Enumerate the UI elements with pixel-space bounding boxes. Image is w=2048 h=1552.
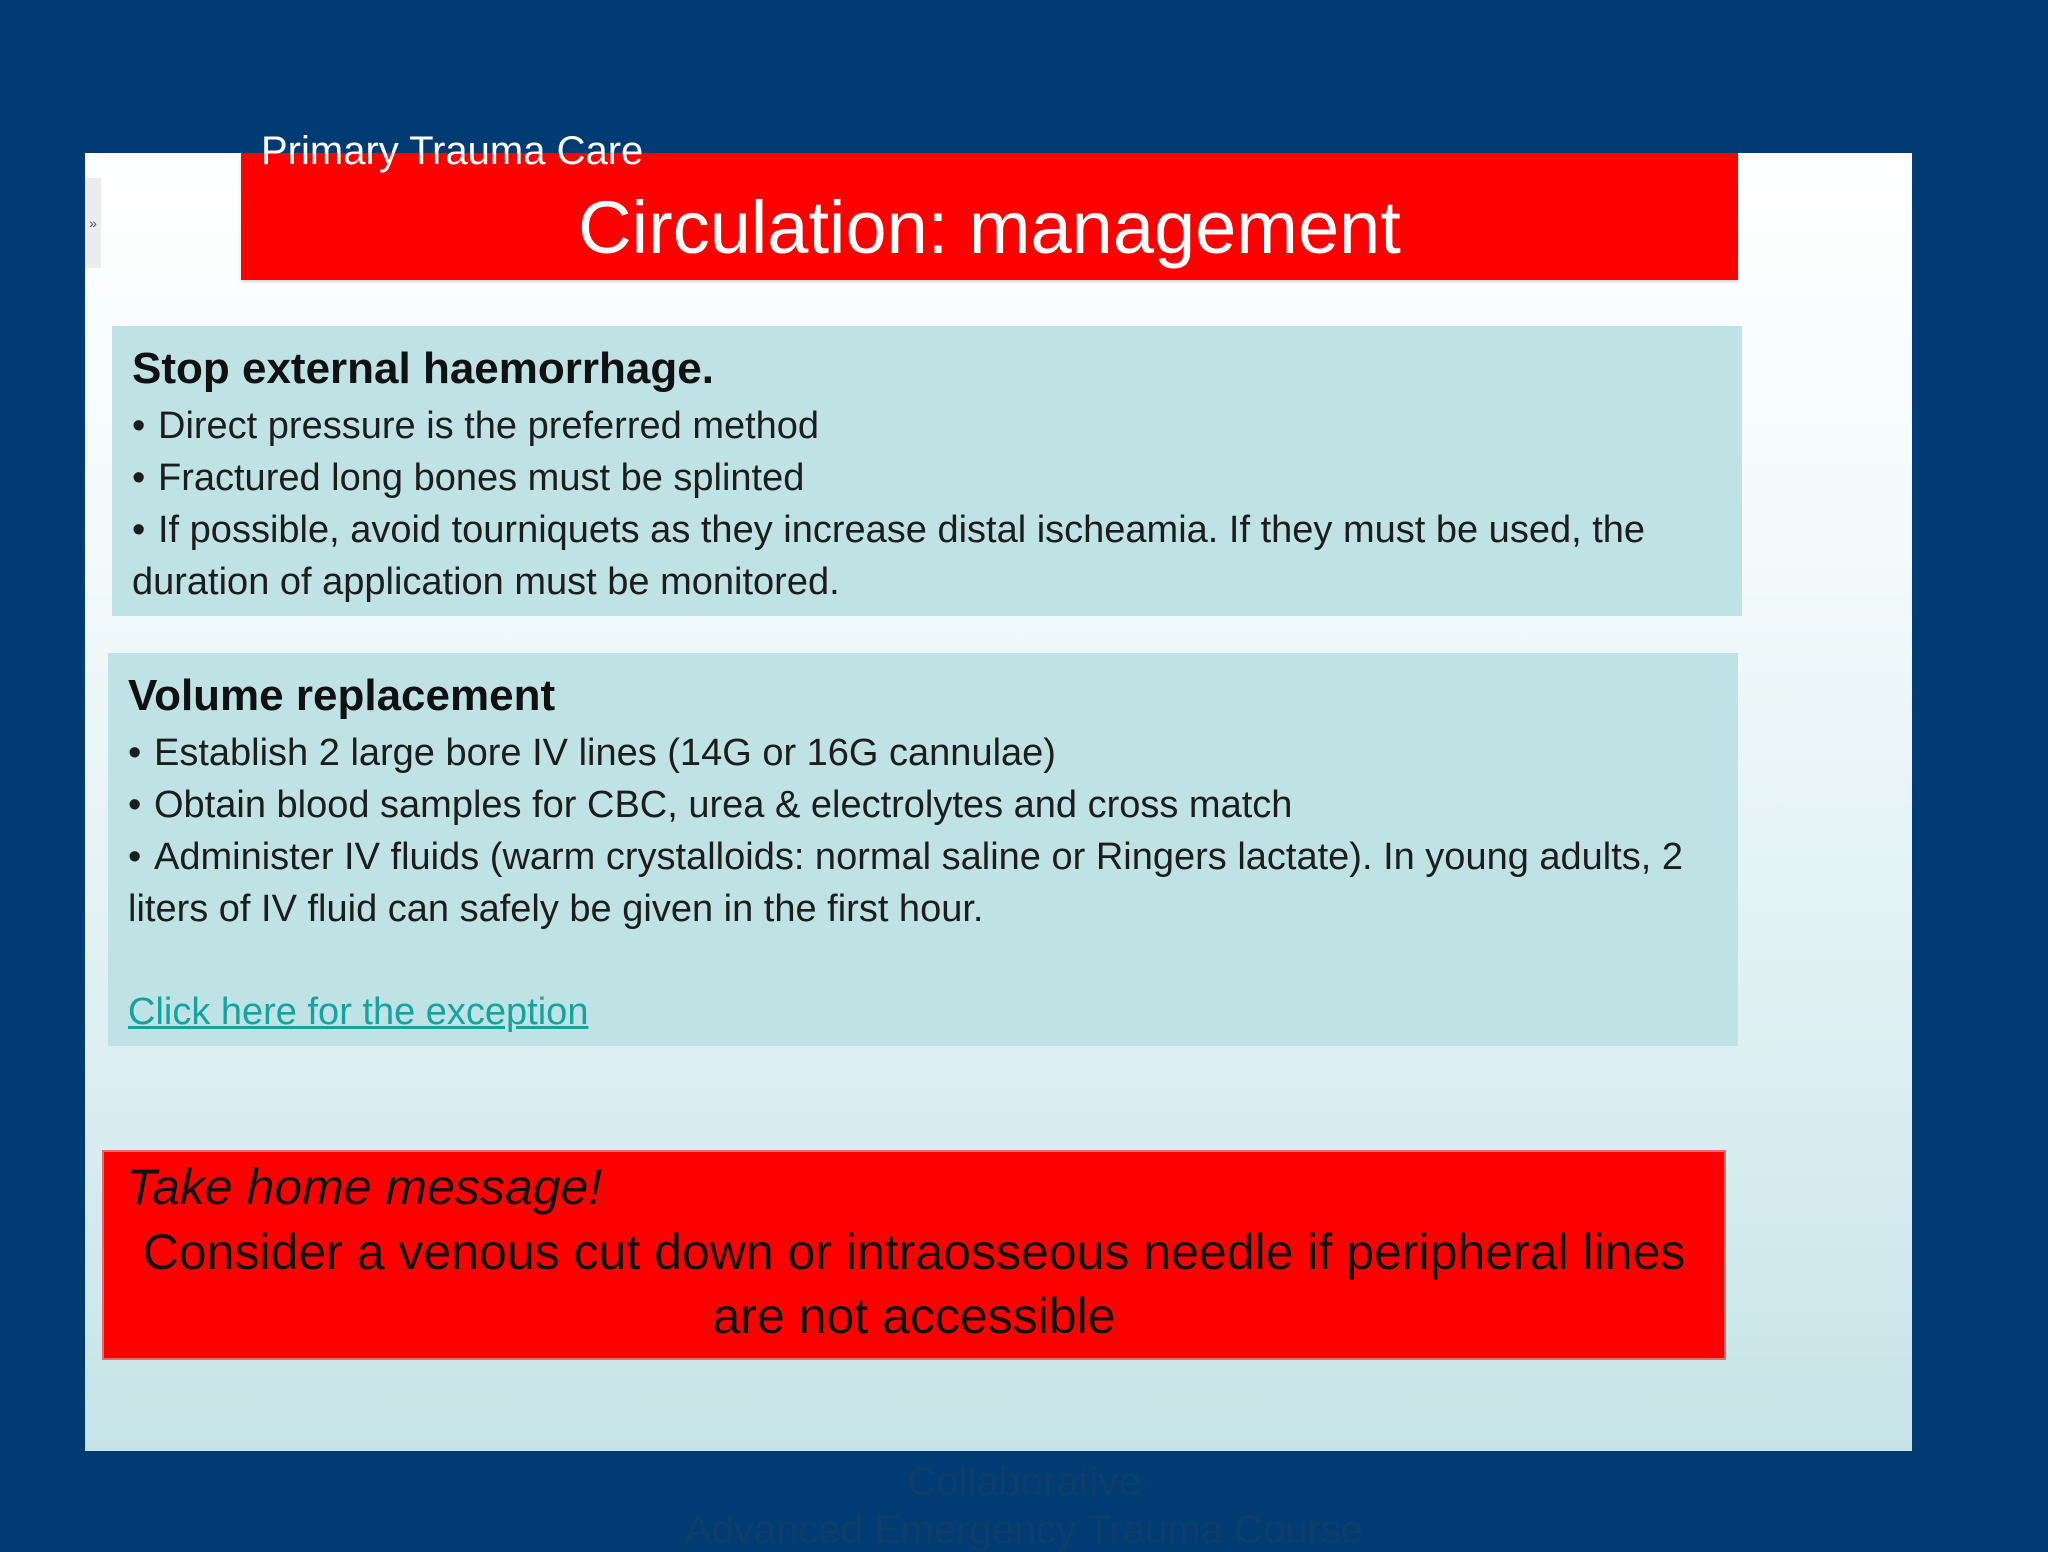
bullet-icon: • <box>128 836 142 878</box>
bullet-item <box>132 452 1722 504</box>
footer-line-2: Advanced Emergency Trauma Course <box>684 1508 1364 1552</box>
slide-subtitle: Primary Trauma Care <box>261 129 644 173</box>
exception-link[interactable]: Click here for the exception <box>128 991 589 1033</box>
haemorrhage-panel <box>112 326 1742 616</box>
bullet-item <box>128 831 1718 935</box>
take-home-heading: Take home message! <box>126 1159 603 1215</box>
volume-panel <box>108 653 1738 1046</box>
bullet-text: Fractured long bones must be splinted <box>158 457 805 499</box>
slide-title: Circulation: management <box>578 186 1401 269</box>
bullet-icon: • <box>132 509 146 551</box>
bullet-icon: • <box>128 784 142 826</box>
footer-line-1: Collaborative <box>907 1460 1141 1504</box>
take-home-message: Consider a venous cut down or intraosseous needle if peripheral lines are not accessible <box>142 1224 1686 1344</box>
bullet-text: If possible, avoid tourniquets as they increase distal ischeamia. If they must be used, the duration of application must be monitored. <box>132 509 1646 603</box>
bullet-text: Establish 2 large bore IV lines (14G or 16G cannulae) <box>154 732 1056 774</box>
bullet-icon: • <box>132 405 146 447</box>
bullet-text: Administer IV fluids (warm crystalloids: normal saline or Ringers lactate). In young adults, 2 liters of IV fluid can safely be given in the first hour. <box>128 836 1684 930</box>
take-home-box <box>104 1152 1724 1358</box>
slide-header <box>241 129 1738 280</box>
bullet-text: Obtain blood samples for CBC, urea & electrolytes and cross match <box>154 784 1293 826</box>
bullet-icon: • <box>132 457 146 499</box>
bullet-icon: • <box>128 732 142 774</box>
bullet-item <box>128 727 1718 779</box>
volume-heading: Volume replacement <box>128 671 556 720</box>
bullet-item <box>132 400 1722 452</box>
slide <box>85 129 1912 1451</box>
bullet-text: Direct pressure is the preferred method <box>158 405 820 447</box>
bullet-item <box>132 504 1722 608</box>
bullet-item <box>128 779 1718 831</box>
slide-expand-tab[interactable]: » <box>85 178 101 268</box>
haemorrhage-heading: Stop external haemorrhage. <box>132 344 714 393</box>
